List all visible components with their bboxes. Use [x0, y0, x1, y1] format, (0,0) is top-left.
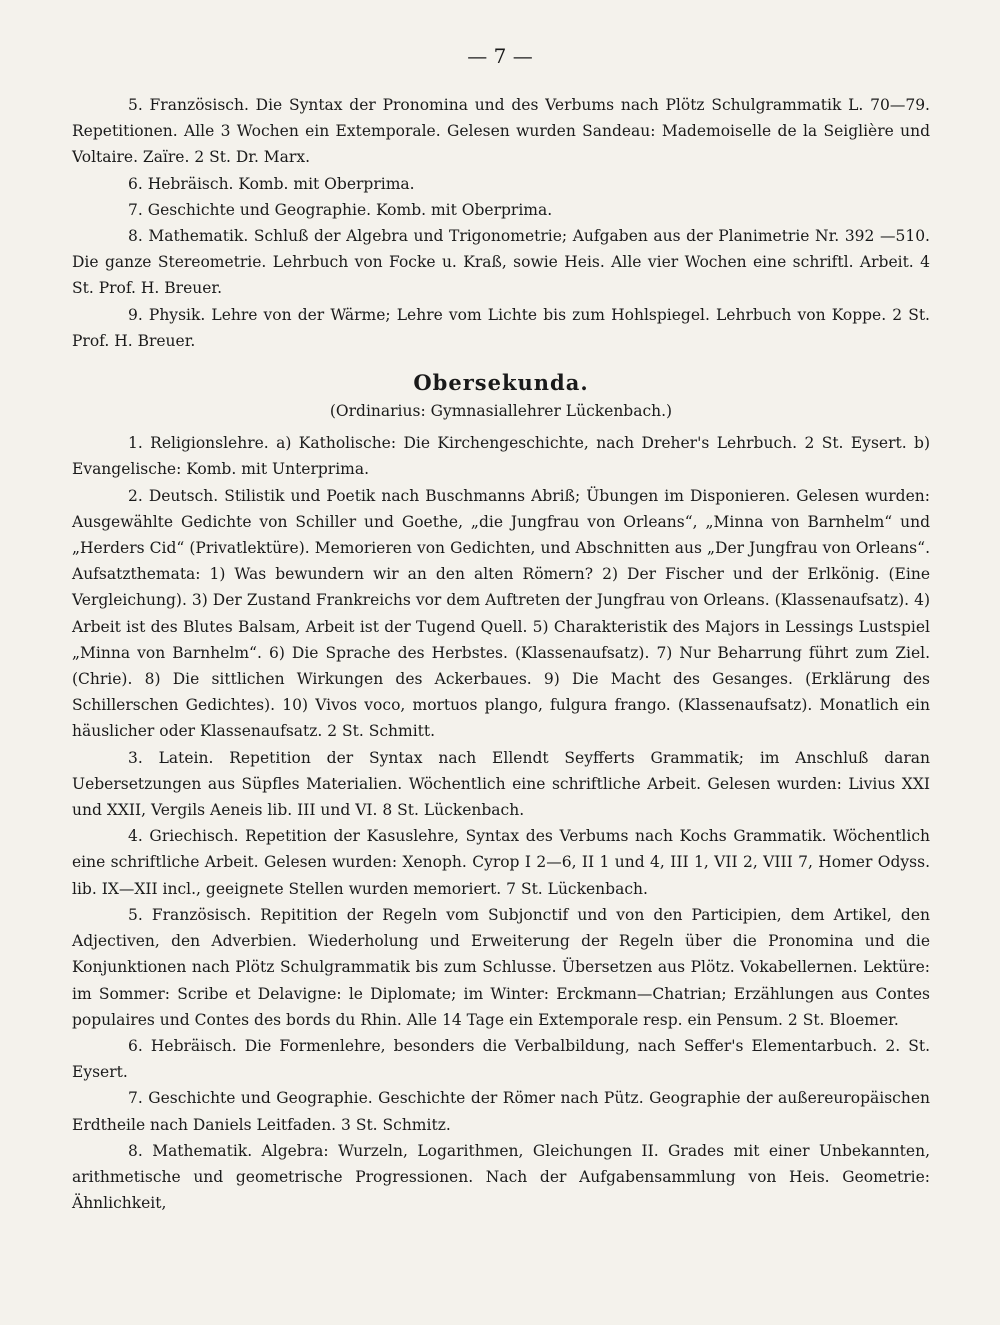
page-body — [72, 92, 930, 1216]
paragraph: 6. Hebräisch. Komb. mit Oberprima. — [128, 174, 415, 193]
page-number: — 7 — — [467, 44, 533, 68]
paragraph: 7. Geschichte und Geographie. Komb. mit Oberprima. — [128, 200, 553, 219]
paragraph: 8. Mathematik. Algebra: Wurzeln, Logarithmen, Gleichungen II. Grades mit einer Unbekannten, arithmetische und geometrische Progressionen. Nach der Aufgabensammlung von Heis. Geometrie: Ähnlichkeit, — [72, 1141, 930, 1213]
paragraph: 6. Hebräisch. Die Formenlehre, besonders die Verbalbildung, nach Seffer's Elementarbuch. 2. St. Eysert. — [72, 1036, 930, 1082]
paragraph: 8. Mathematik. Schluß der Algebra und Trigonometrie; Aufgaben aus der Planimetrie Nr. 392 —510. Die ganze Stereometrie. Lehrbuch von Focke u. Kraß, sowie Heis. Alle vier Wochen eine schriftl. Arbeit. 4 St. Prof. H. Breuer. — [72, 227, 930, 298]
paragraph: 5. Französisch. Repitition der Regeln vom Subjonctif und von den Participien, dem Artikel, den Adjectiven, den Adverbien. Wiederholung und Erweiterung der Regeln über die Pronomina und die Konjunktionen nach Plötz Schulgrammatik bis zum Schlusse. Übersetzen aus Plötz. Vokabellernen. Lektüre: im Sommer: Scribe et Delavigne: le Diplomate; im Winter: Erckmann—Chatrian; Erzählungen aus Contes populaires und Contes des bords du Rhin. Alle 14 Tage ein Extemporale resp. ein Pensum. 2 St. Bloemer. — [72, 905, 930, 1029]
paragraph: 1. Religionslehre. a) Katholische: Die Kirchengeschichte, nach Dreher's Lehrbuch. 2 St. Eysert. b) Evangelische: Komb. mit Unterprima. — [72, 434, 930, 479]
paragraph: 7. Geschichte und Geographie. Geschichte der Römer nach Pütz. Geographie der außereuropäischen Erdtheile nach Daniels Leitfaden. 3 St. Schmitz. — [72, 1089, 930, 1134]
paragraph: 2. Deutsch. Stilistik und Poetik nach Buschmanns Abriß; Übungen im Disponieren. Gelesen wurden: Ausgewählte Gedichte von Schiller und Goethe, „die Jungfrau von Orleans“, „Minna von Barnhelm“ und „Herders Cid“ (Privatlektüre). Memorieren von Gedichten, und Abschnitten aus „Der Jungfrau von Orleans“. Aufsatzthemata: 1) Was bewundern wir an den alten Römern? 2) Der Fischer und der Erlkönig. (Eine Vergleichung). 3) Der Zustand Frankreichs vor dem Auftreten der Jungfrau von Orleans. (Klassenaufsatz). 4) Arbeit ist des Blutes Balsam, Arbeit ist der Tugend Quell. 5) Charakteristik des Majors in Lessings Lustspiel „Minna von Barnhelm“. 6) Die Sprache des Herbstes. (Klassenaufsatz). 7) Nur Beharrung führt zum Ziel. (Chrie). 8) Die sittlichen Wirkungen des Ackerbaues. 9) Die Macht des Gesanges. (Erklärung des Schillerschen Gedichtes). 10) Vivos voco, mortuos plango, fulgura frango. (Klassenaufsatz). Monatlich ein häuslicher oder Klassenaufsatz. 2 St. Schmitt. — [72, 486, 930, 741]
paragraph: 3. Latein. Repetition der Syntax nach Ellendt Seyfferts Grammatik; im Anschluß daran Uebersetzungen aus Süpfles Materialien. Wöchentlich eine schriftliche Arbeit. Gelesen wurden: Livius XXI und XXII, Vergils Aeneis lib. III und VI. 8 St. Lückenbach. — [72, 748, 930, 820]
paragraph: 4. Griechisch. Repetition der Kasuslehre, Syntax des Verbums nach Kochs Grammatik. Wöchentlich eine schriftliche Arbeit. Gelesen wurden: Xenoph. Cyrop I 2—6, II 1 und 4, III 1, VII 2, VIII 7, Homer Odyss. lib. IX—XII incl., geeignete Stellen wurden memoriert. 7 St. Lückenbach. — [72, 827, 930, 898]
paragraph: 9. Physik. Lehre von der Wärme; Lehre vom Lichte bis zum Hohlspiegel. Lehrbuch von Koppe. 2 St. Prof. H. Breuer. — [72, 305, 930, 350]
section-heading: Obersekunda. — [413, 370, 589, 396]
section-subheading: (Ordinarius: Gymnasiallehrer Lückenbach.) — [329, 402, 673, 421]
paragraph: 5. Französisch. Die Syntax der Pronomina und des Verbums nach Plötz Schulgrammatik L. 70—79. Repetitionen. Alle 3 Wochen ein Extemporale. Gelesen wurden Sandeau: Mademoiselle de la Seiglière und Voltaire. Zaïre. 2 St. Dr. Marx. — [72, 96, 930, 167]
